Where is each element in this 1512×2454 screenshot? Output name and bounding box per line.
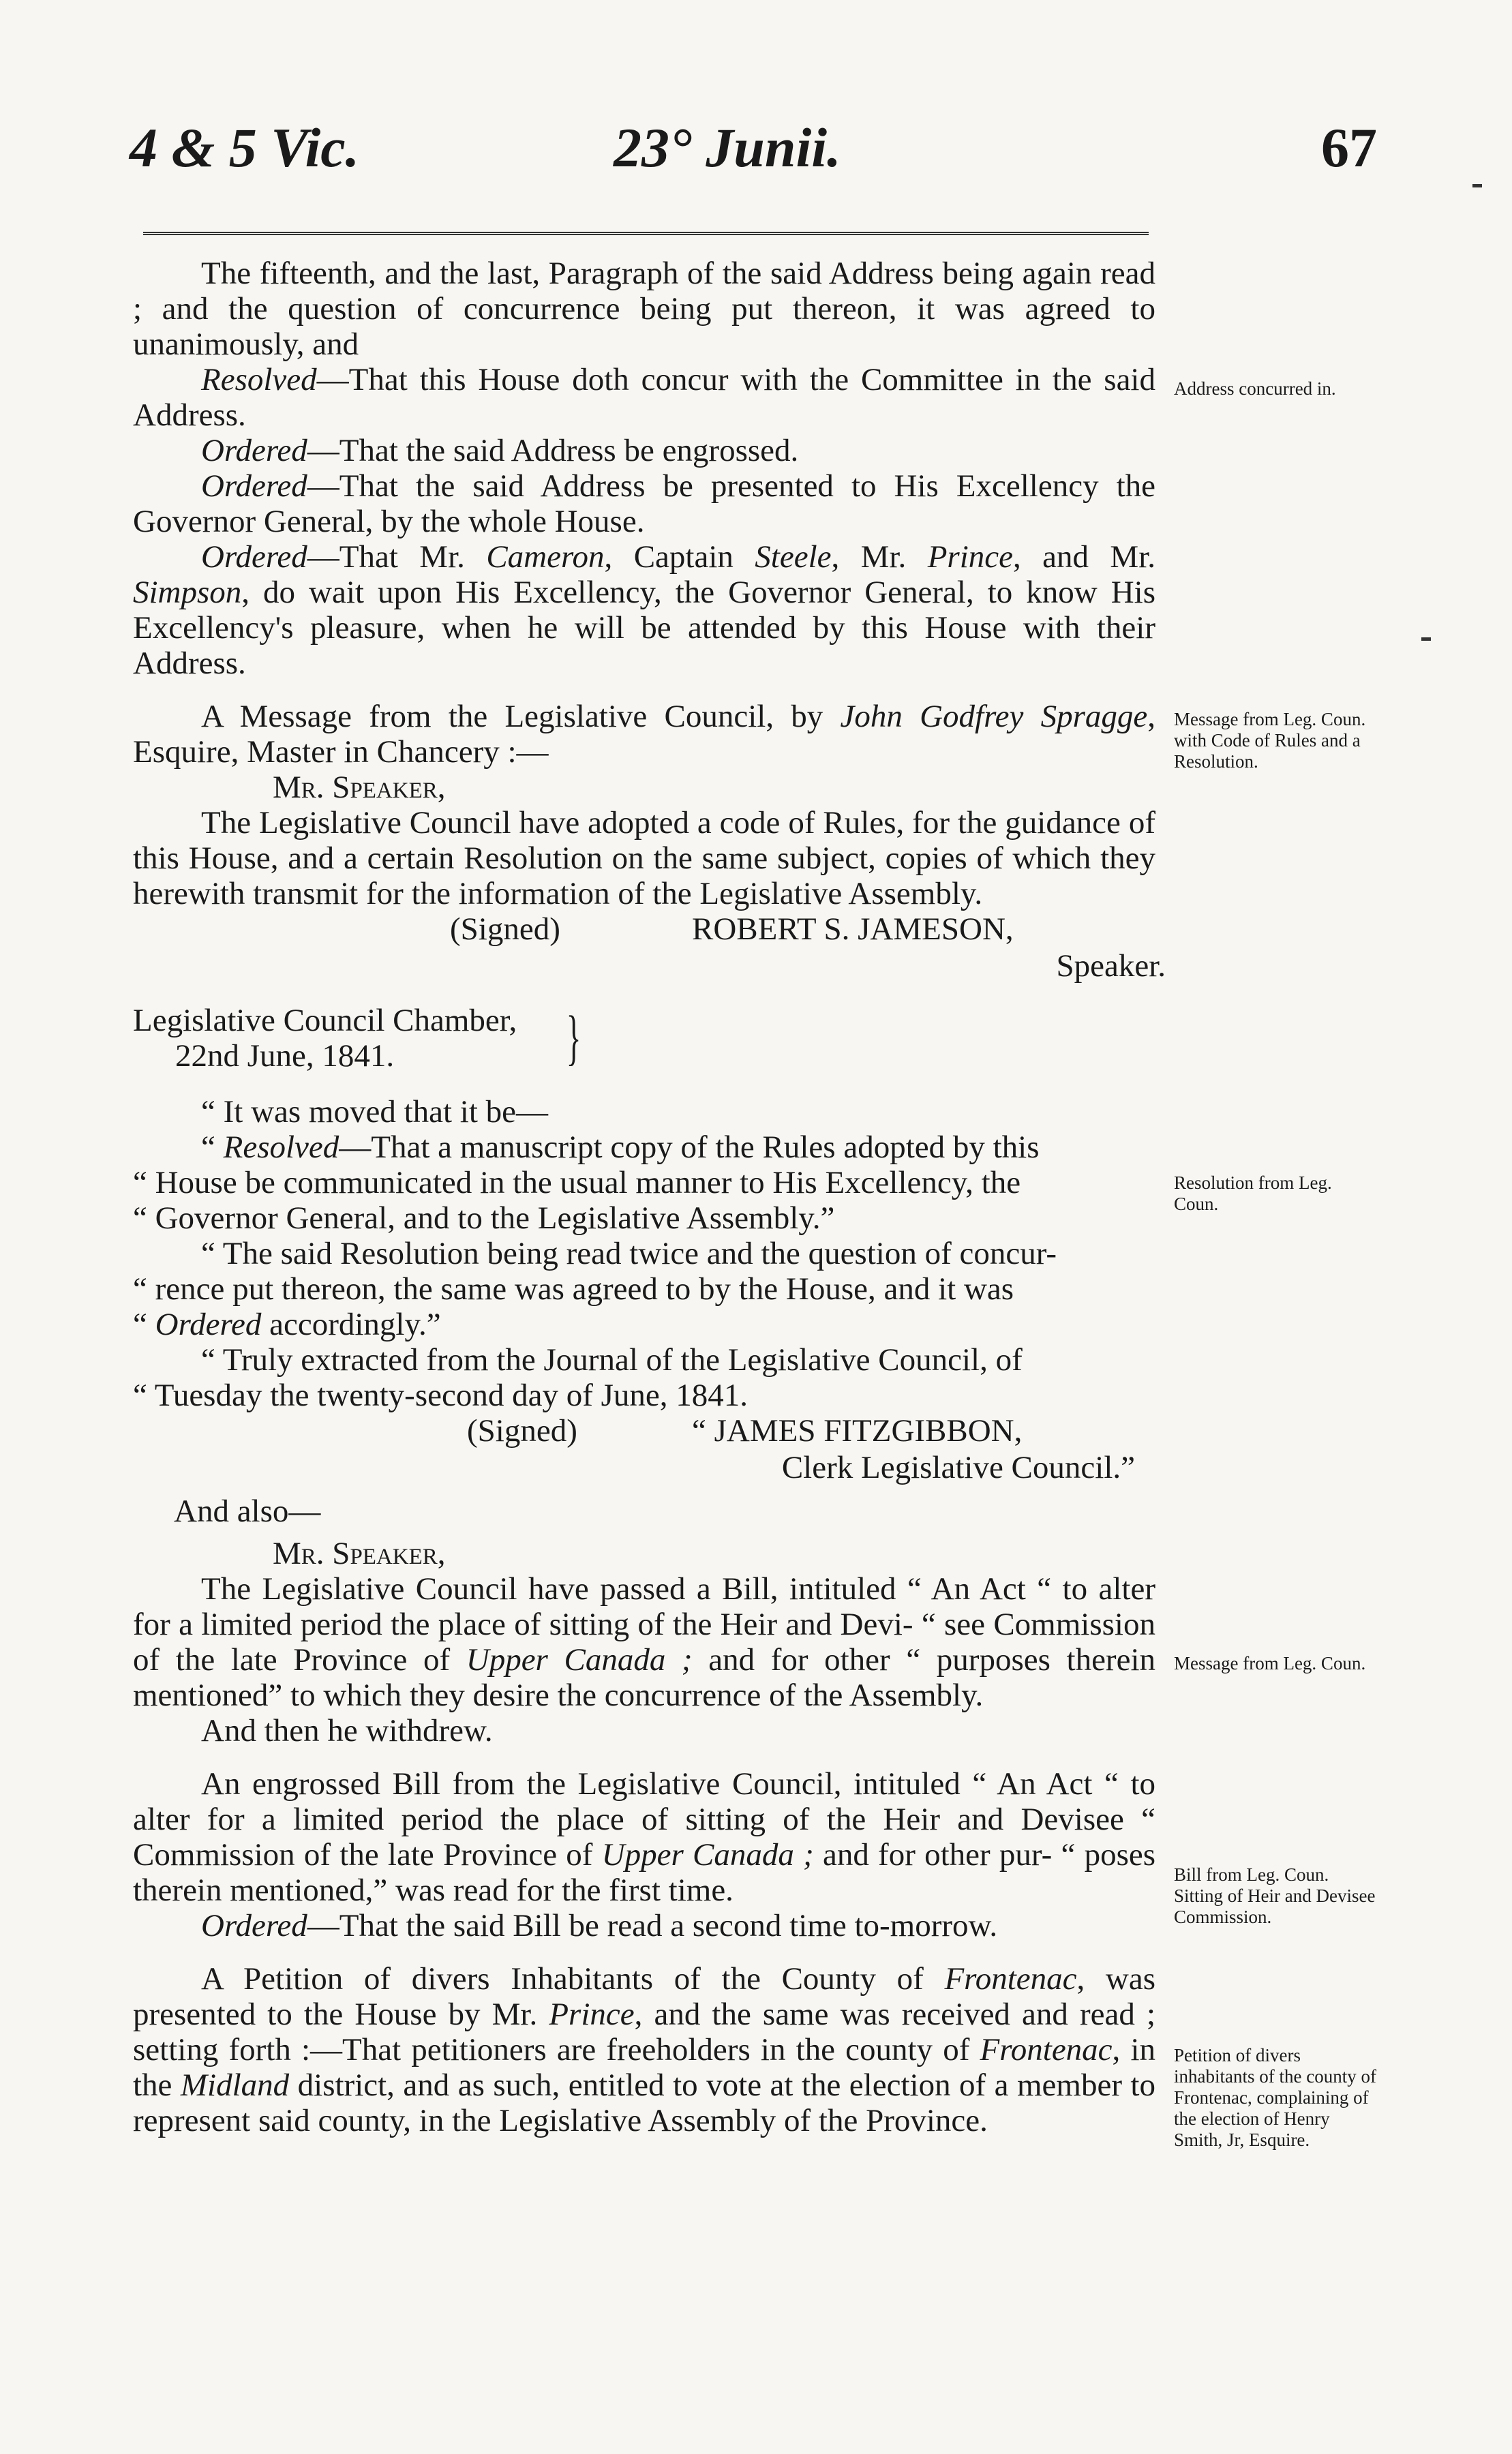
main-text: [133, 256, 1166, 2138]
margin-note: Message from Leg. Coun.: [1174, 1653, 1366, 1673]
header-rule: [143, 232, 1149, 235]
and-also: And also—: [174, 1494, 321, 1529]
place-date: Legislative Council Chamber, 22nd June, 1841. }: [133, 1003, 581, 1074]
quoted-line: “ House be communicated in the usual manner to His Excellency, the: [133, 1165, 1021, 1200]
margin-note: Resolution from Leg. Coun.: [1174, 1172, 1332, 1214]
quoted-line: “ Truly extracted from the Journal of the Legislative Council, of: [201, 1342, 1023, 1378]
paragraph: Ordered—That the said Address be engrossed.: [201, 433, 799, 468]
paragraph: And then he withdrew.: [201, 1713, 493, 1748]
paragraph: Ordered—That the said Bill be read a second time to-morrow.: [201, 1908, 998, 1943]
speaker-salutation: Mr. Speaker,: [273, 770, 446, 805]
margin-note: Message from Leg. Coun. with Code of Rules and a Resolution.: [1174, 709, 1366, 772]
running-header: [130, 102, 1377, 177]
quoted-line: “ It was moved that it be—: [201, 1094, 549, 1130]
speaker-salutation: Mr. Speaker,: [273, 1536, 446, 1571]
header-date: 23° Junii.: [614, 117, 841, 179]
quoted-line: “ Ordered accordingly.”: [133, 1307, 441, 1342]
paragraph: Resolved—That this House doth concur with the Committee in the said Address.: [133, 362, 1155, 433]
regnal-year: 4 & 5 Vic.: [130, 117, 360, 179]
paragraph: The Legislative Council have passed a Bill, intituled “ An Act “ to alter for a limited period the place of sitting of the Heir and Devi- “ see Commission of the late Province of Upper Canada ; and for other “ purposes therein mentioned” to which they desire the concurrence of the Assembly.: [133, 1571, 1155, 1713]
margin-note: Bill from Leg. Coun. Sitting of Heir and Devisee Commission.: [1174, 1864, 1376, 1927]
edge-mark: [1472, 184, 1482, 187]
paragraph: Ordered—That the said Address be presented to His Excellency the Governor General, by the whole House.: [133, 468, 1155, 539]
paragraph: The Legislative Council have adopted a code of Rules, for the guidance of this House, and a certain Resolution on the same subject, copies of which they herewith transmit for the information of the Legislative Assembly.: [133, 805, 1155, 911]
quoted-line: “ Governor General, and to the Legislative Assembly.”: [133, 1200, 835, 1236]
paragraph: A Petition of divers Inhabitants of the County of Frontenac, was presented to the House by Mr. Prince, and the same was received and read ; setting forth :—That petitioners are freeholders in the county of Frontenac, in the Midland district, and as such, entitled to vote at the election of a member to represent said county, in the Legislative Assembly of the Province.: [133, 1961, 1155, 2138]
signature-line: (Signed) “ JAMES FITZGIBBON,: [467, 1413, 1023, 1449]
brace: }: [566, 1004, 581, 1072]
edge-mark: [1421, 637, 1431, 641]
quoted-line: “ Tuesday the twenty-second day of June, 1841.: [133, 1378, 748, 1413]
quoted-line: “ rence put thereon, the same was agreed to by the House, and it was: [133, 1271, 1014, 1307]
margin-note: Address concurred in.: [1174, 378, 1336, 399]
paragraph: The fifteenth, and the last, Paragraph of the said Address being again read ; and the question of concurrence being put thereon, it was agreed to unanimously, and: [133, 256, 1155, 362]
quoted-line: “ Resolved—That a manuscript copy of the Rules adopted by this: [201, 1130, 1040, 1165]
signature-title: Speaker.: [1056, 948, 1166, 984]
page-number: 67: [1321, 117, 1377, 179]
signature-title: Clerk Legislative Council.”: [781, 1450, 1135, 1485]
margin-note: Petition of divers inhabitants of the county of Frontenac, complaining of the election of Henry Smith, Jr, Esquire.: [1174, 2045, 1376, 2150]
quoted-line: “ The said Resolution being read twice and the question of concur-: [201, 1236, 1057, 1271]
paragraph: A Message from the Legislative Council, by John Godfrey Spragge, Esquire, Master in Chancery :—: [133, 699, 1156, 770]
paragraph: An engrossed Bill from the Legislative Council, intituled “ An Act “ to alter for a limited period the place of sitting of the Heir and Devisee “ Commission of the late Province of Upper Canada ; and for other pur- “ poses therein mentioned,” was read for the first time.: [133, 1766, 1156, 1908]
paragraph: Ordered—That Mr. Cameron, Captain Steele, Mr. Prince, and Mr. Simpson, do wait upon His Excellency, the Governor General, to know His Excellency's pleasure, when he will be attended by this House with their Address.: [133, 539, 1156, 681]
signature-line: (Signed) ROBERT S. JAMESON,: [450, 911, 1014, 947]
